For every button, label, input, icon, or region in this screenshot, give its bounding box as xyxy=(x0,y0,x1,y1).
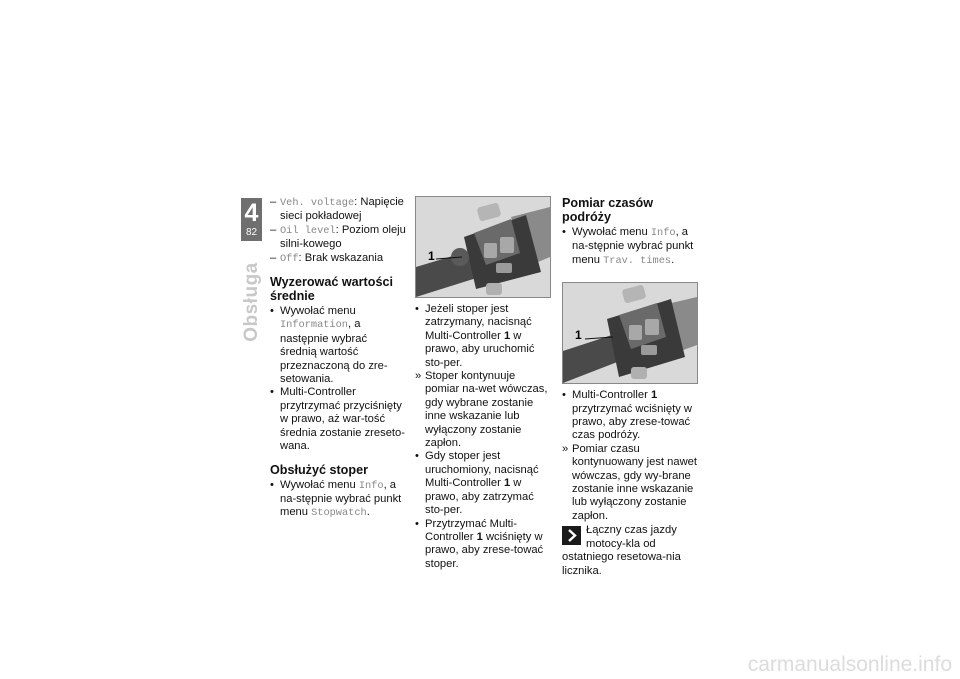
info-arrow-icon xyxy=(562,526,581,545)
menu-code: Info xyxy=(650,227,676,239)
item-text: , a następnie wybrać średnią wartość przeznaczoną do zre-setowania. xyxy=(280,318,388,386)
item-text: w prawo, aby uruchomić sto-per. xyxy=(425,329,535,369)
item-text: Gdy stoper jest uruchomiony, nacisnąć Multi-Controller xyxy=(425,450,539,490)
list-item xyxy=(562,226,700,268)
callout-1: 1 xyxy=(428,249,435,263)
ref-number: 1 xyxy=(503,329,511,342)
section-heading: Obsłużyć stoper xyxy=(270,462,368,477)
list-item xyxy=(270,386,406,453)
item-text: , a na-stępnie wybrać punkt menu xyxy=(280,478,402,519)
menu-code: Stopwatch xyxy=(311,507,367,520)
item-text: Stoper kontynuuje pomiar na-wet wówczas, gdy wybrane zostanie inne wskazanie lub wyłączony zostanie zapłon. xyxy=(425,370,548,450)
item-text: : Poziom oleju silni-kowego xyxy=(280,223,406,251)
dash-mark: – xyxy=(270,196,277,208)
chapter-number: 4 xyxy=(244,199,259,227)
item-text: Wywołać menu xyxy=(280,305,356,318)
item-text: Wywołać menu xyxy=(572,226,651,238)
item-text: wciśnięty w prawo, aby zrese-tować stoper. xyxy=(425,530,544,570)
list-item xyxy=(270,196,406,224)
item-text: Przytrzymać Multi-Controller xyxy=(425,517,517,543)
result-mark: » xyxy=(562,442,569,455)
note-text: Łączny czas jazdy motocy-kla od ostatniego resetowa-nia licznika. xyxy=(562,524,681,577)
item-text: . xyxy=(366,506,370,519)
bullet-mark: • xyxy=(270,386,274,399)
list-item xyxy=(270,252,406,266)
menu-code: Information xyxy=(280,319,348,332)
column-2 xyxy=(415,196,550,571)
callout-1: 1 xyxy=(575,328,582,343)
ref-number: 1 xyxy=(476,530,483,543)
section-heading: Wyzerować wartości średnie xyxy=(270,275,393,304)
item-text: Jeżeli stoper jest zatrzymany, nacisnąć Multi-Controller xyxy=(425,303,532,342)
dash-mark: – xyxy=(270,251,277,264)
item-text: Multi-Controller przytrzymać przyciśnięty w prawo, aż war-tość średnia zostanie zreseto-wana. xyxy=(280,386,405,453)
list-item xyxy=(270,305,406,386)
handlebar-photo xyxy=(415,196,551,298)
dash-mark: – xyxy=(270,223,277,236)
list-item xyxy=(415,450,550,517)
bullet-mark: • xyxy=(562,389,566,402)
page-number: 82 xyxy=(245,227,258,238)
item-text: w prawo, aby zatrzymać sto-per. xyxy=(425,477,534,517)
chapter-tab xyxy=(241,198,262,241)
list-item xyxy=(562,389,700,443)
list-item xyxy=(415,303,550,370)
list-item xyxy=(270,224,406,252)
item-text: , a na-stępnie wybrać punkt menu xyxy=(572,226,694,266)
column-3 xyxy=(562,196,700,578)
result-mark: » xyxy=(415,370,422,383)
list-item xyxy=(562,443,700,523)
column-1 xyxy=(270,196,406,521)
bullet-mark: • xyxy=(562,226,566,238)
item-text: . xyxy=(671,253,675,266)
item-text: Pomiar czasu kontynuowany jest nawet wówczas, gdy wy-brane zostanie inne wskazanie lub wyłączony zostanie zapłon. xyxy=(572,442,698,522)
item-text: przytrzymać wciśnięty w prawo, aby zrese-tować czas podróży. xyxy=(572,402,692,442)
menu-code: Veh. voltage xyxy=(280,197,355,209)
list-item xyxy=(415,370,550,450)
watermark: carmanualsonline.info xyxy=(747,653,952,676)
menu-code: Off xyxy=(280,252,299,265)
menu-code: Oil level xyxy=(280,224,336,237)
list-item xyxy=(415,518,550,572)
bullet-mark: • xyxy=(270,305,274,318)
ref-number: 1 xyxy=(503,477,511,490)
section-heading: Pomiar czasów podróży xyxy=(562,196,653,224)
item-text: : Napięcie sieci pokładowej xyxy=(280,196,404,223)
ref-number: 1 xyxy=(650,389,658,402)
bullet-mark: • xyxy=(415,517,419,530)
menu-code: Trav. times xyxy=(603,254,672,267)
bullet-mark: • xyxy=(415,303,419,315)
menu-code: Info xyxy=(358,479,384,492)
item-text: Wywołać menu xyxy=(280,478,359,491)
handlebar-photo xyxy=(562,282,698,384)
list-item xyxy=(270,479,406,521)
item-text: Multi-Controller xyxy=(572,389,651,402)
info-note xyxy=(562,524,700,578)
bullet-mark: • xyxy=(270,478,274,491)
bullet-mark: • xyxy=(415,450,419,463)
chapter-title: Obsługa xyxy=(241,262,262,342)
item-text: : Brak wskazania xyxy=(298,251,384,264)
